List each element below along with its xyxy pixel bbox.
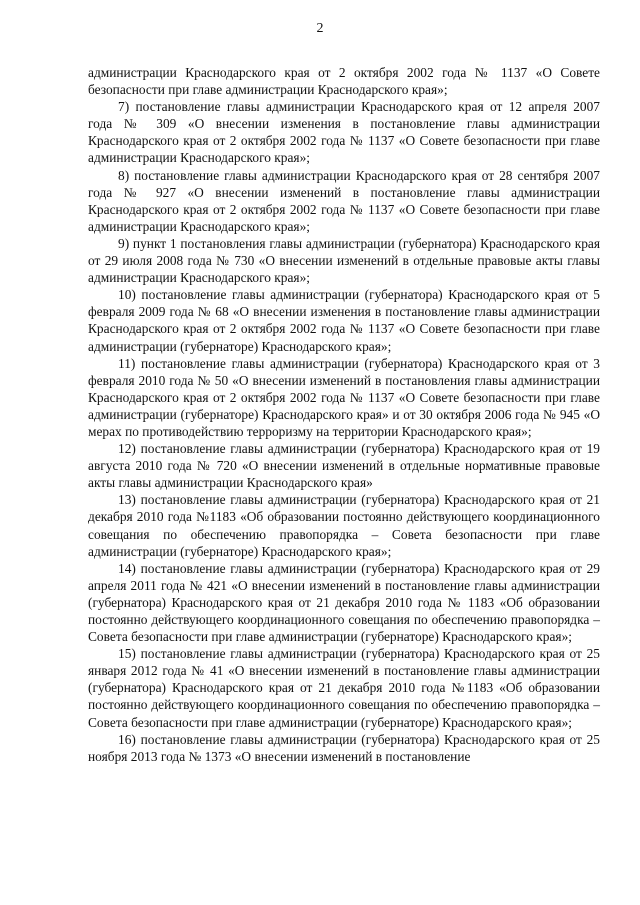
list-item-10: 10) постановление главы администрации (губернатора) Краснодарского края от 5 февраля 2009 года № 68 «О внесении изменения в постановление главы администрации Краснодарского края от 2 октября 2002 года № 1137 «О Совете безопасности при главе администрации (губернаторе) Краснодарского края»; [88, 287, 600, 354]
list-item-12: 12) постановление главы администрации (губернатора) Краснодарского края от 19 августа 2010 года № 720 «О внесении изменений в отдельные нормативные правовые акты главы администрации Краснодарского края» [88, 441, 600, 491]
list-item-11: 11) постановление главы администрации (губернатора) Краснодарского края от 3 февраля 2010 года № 50 «О внесении изменений в постановления главы администрации Краснодарского края от 2 октября 2002 года № 1137 «О Совете безопасности при главе администрации (губернаторе) Краснодарского края» и от 30 октября 2006 года № 945 «О мерах по противодействию терроризму на территории Краснодарского края»; [88, 355, 600, 439]
list-item-13: 13) постановление главы администрации (губернатора) Краснодарского края от 21 декабря 2010 года №1183 «Об образовании постоянно действующего координационного совещания по обеспечению правопорядка – Совета безопасности при главе администрации (губернаторе) Краснодарского края»; [88, 492, 600, 559]
list-item-15: 15) постановление главы администрации (губернатора) Краснодарского края от 25 января 2012 года № 41 «О внесении изменений в постановление главы администрации (губернатора) Краснодарского края от 21 декабря 2010 года №1183 «Об образовании постоянно действующего координационного совещания по обеспечению правопорядка – Совета безопасности при главе администрации (губернаторе) Краснодарского края»; [88, 646, 600, 730]
paragraph-continued: администрации Краснодарского края от 2 октября 2002 года № 1137 «О Совете безопасности при главе администрации Краснодарского края»; [88, 65, 600, 98]
list-item-14: 14) постановление главы администрации (губернатора) Краснодарского края от 29 апреля 2011 года № 421 «О внесении изменений в постановление главы администрации (губернатора) Краснодарского края от 21 декабря 2010 года № 1183 «Об образовании постоянно действующего координационного совещания по обеспечению правопорядка – Совета безопасности при главе администрации (губернаторе) Краснодарского края»; [88, 560, 600, 645]
list-item-8: 8) постановление главы администрации Краснодарского края от 28 сентября 2007 года № 927 «О внесении изменений в постановление главы администрации Краснодарского края от 2 октября 2002 года № 1137 «О Совете безопасности при главе администрации Краснодарского края»; [88, 167, 600, 234]
page-number: 2 [316, 21, 324, 36]
document-body [88, 64, 600, 765]
list-item-7: 7) постановление главы администрации Краснодарского края от 12 апреля 2007 года № 309 «О внесении изменения в постановление главы администрации Краснодарского края от 2 октября 2002 года № 1137 «О Совете безопасности при главе администрации Краснодарского края»; [88, 99, 600, 166]
list-item-16: 16) постановление главы администрации (губернатора) Краснодарского края от 25 ноября 2013 года № 1373 «О внесении изменений в постановление [88, 731, 600, 764]
list-item-9: 9) пункт 1 постановления главы администрации (губернатора) Краснодарского края от 29 июля 2008 года № 730 «О внесении изменений в отдельные правовые акты главы администрации Краснодарского края»; [88, 235, 600, 286]
